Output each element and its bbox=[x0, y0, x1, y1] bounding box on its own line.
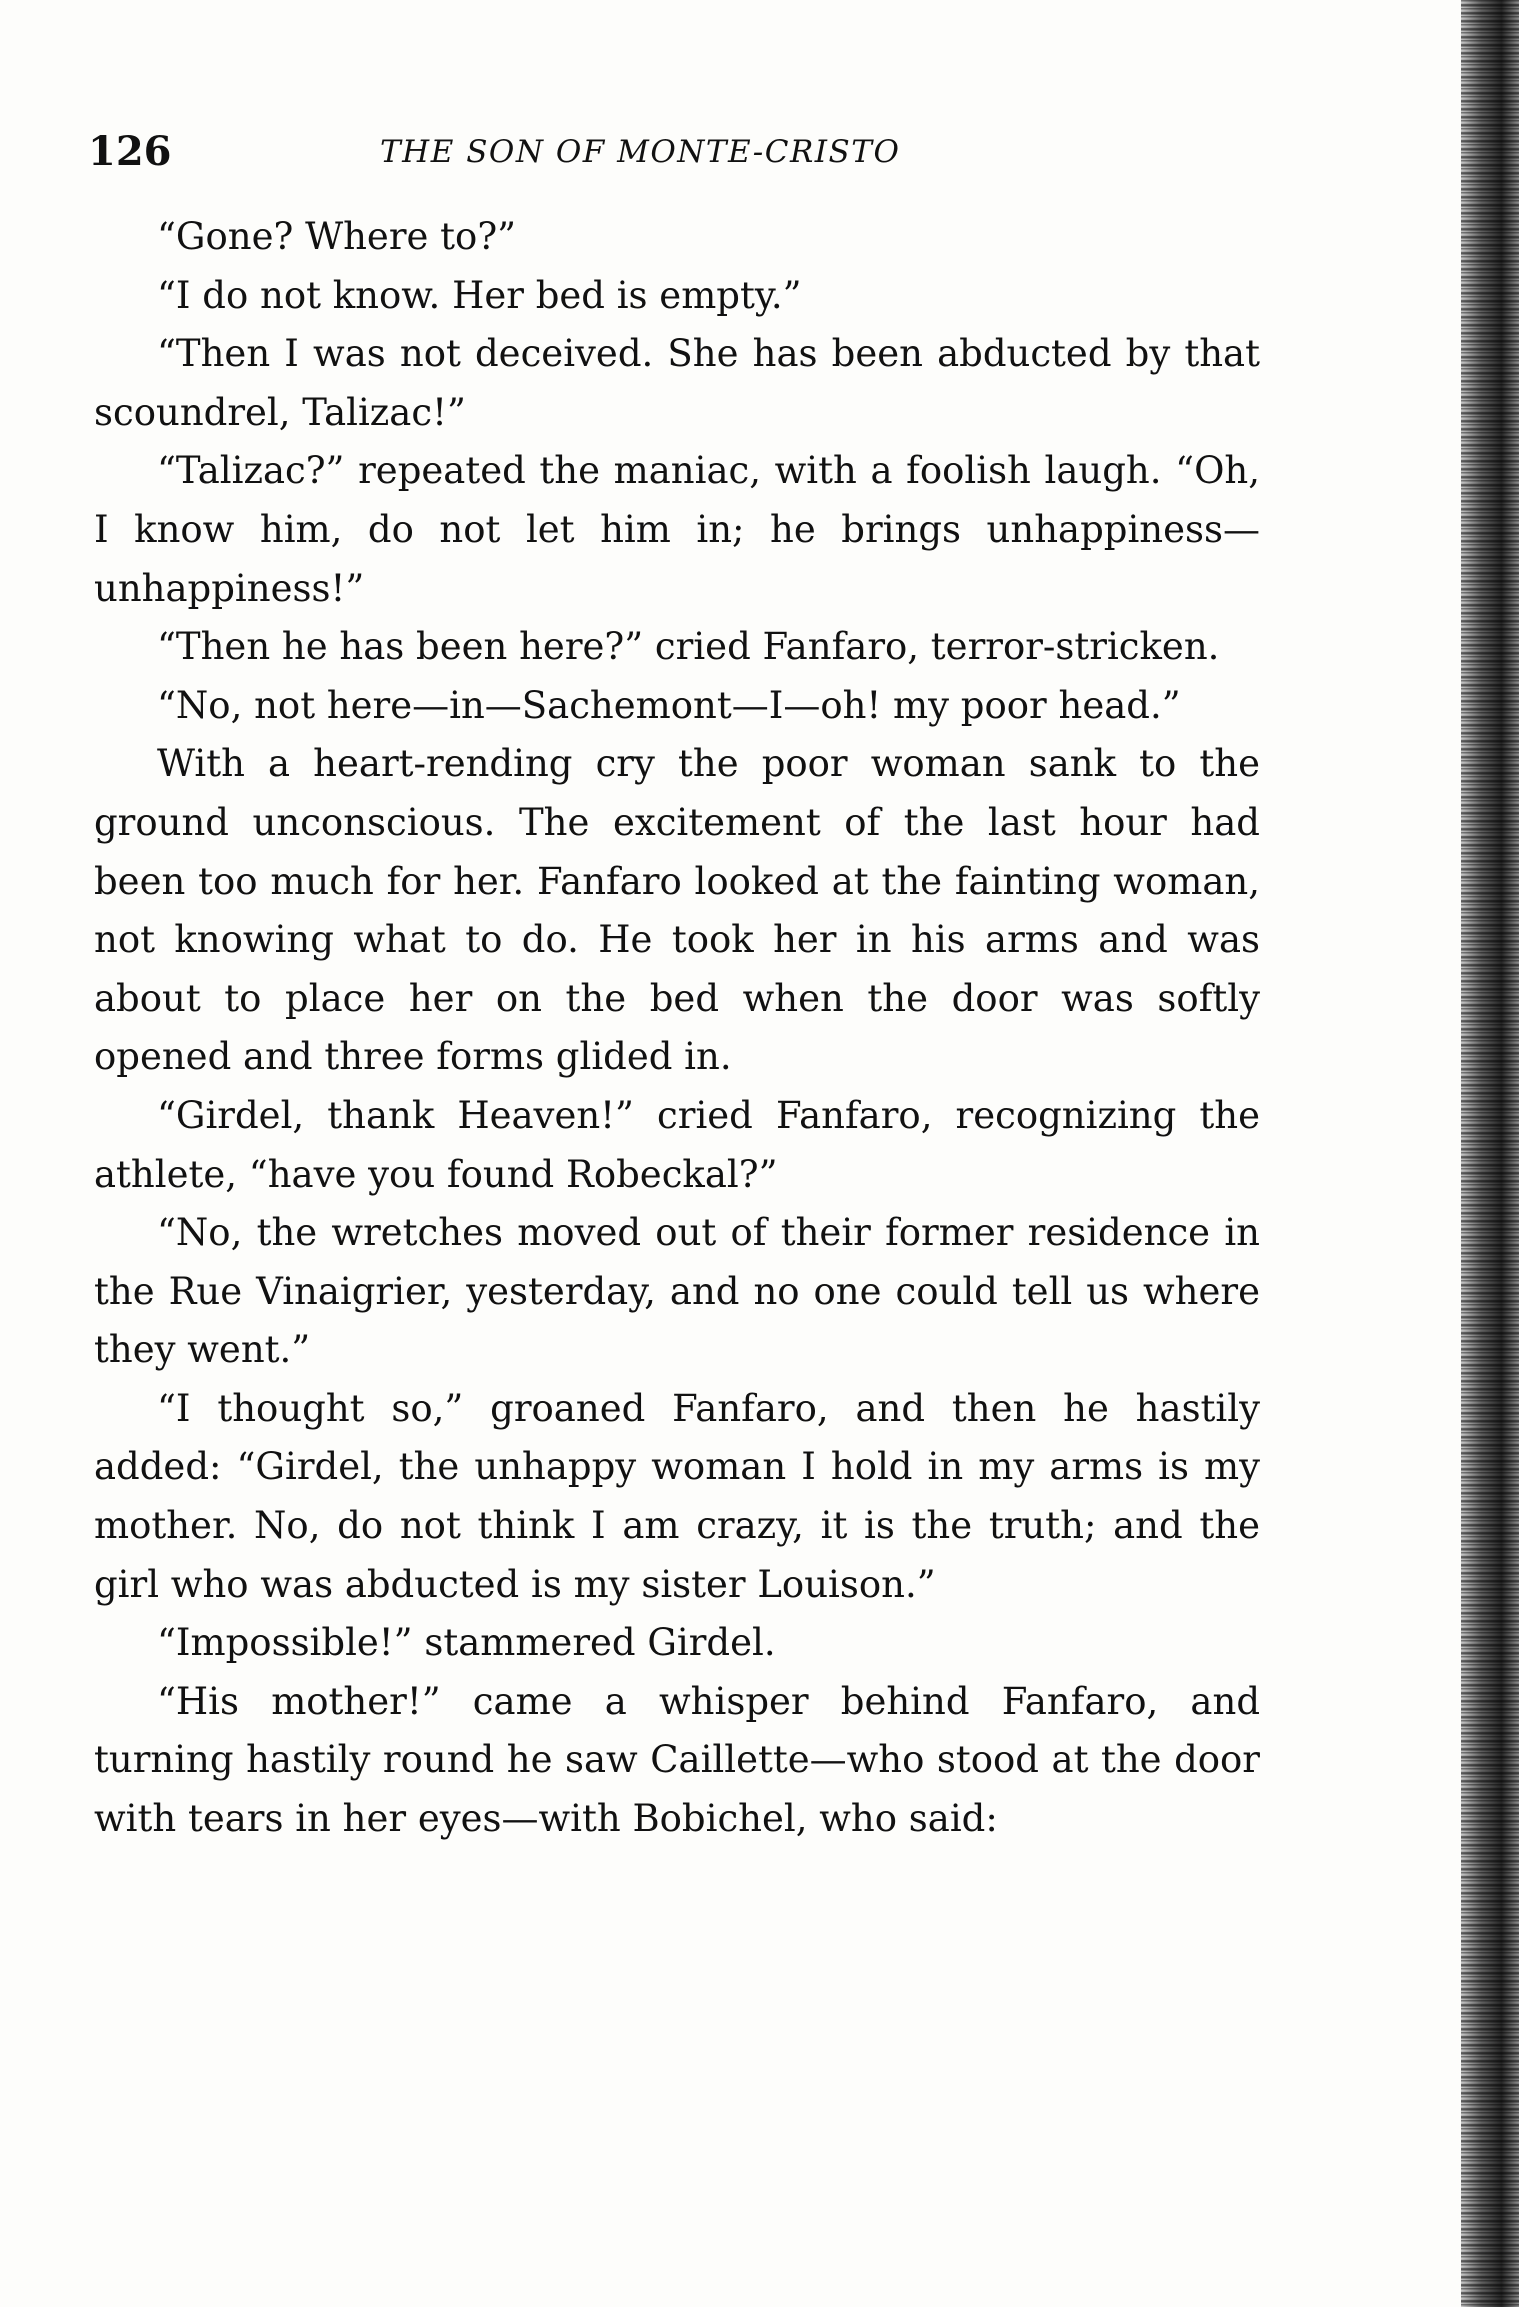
body-text bbox=[94, 208, 1260, 1849]
page-header bbox=[88, 128, 1268, 188]
paragraph: “I thought so,” groaned Fanfaro, and then he hastily added: “Girdel, the unhappy woman I hold in my arms is my mother. No, do not think I am crazy, it is the truth; and the girl who was abducted is my sister Louison.” bbox=[94, 1386, 1260, 1606]
paragraph: “Impossible!” stammered Girdel. bbox=[157, 1621, 776, 1665]
paragraph: “Talizac?” repeated the maniac, with a foolish laugh. “Oh, I know him, do not let him in; he brings unhappiness—unhappiness!” bbox=[94, 449, 1260, 610]
paragraph: “Girdel, thank Heaven!” cried Fanfaro, recognizing the athlete, “have you found Robeckal?” bbox=[94, 1093, 1260, 1196]
paragraph: “Then he has been here?” cried Fanfaro, terror-stricken. bbox=[157, 625, 1220, 669]
running-title: THE SON OF MONTE-CRISTO bbox=[380, 134, 901, 170]
paragraph: “No, not here—in—Sachemont—I—oh! my poor head.” bbox=[157, 683, 1181, 727]
paragraph: “Gone? Where to?” bbox=[157, 215, 517, 258]
page-number: 126 bbox=[88, 128, 172, 175]
paragraph: “No, the wretches moved out of their former residence in the Rue Vinaigrier, yesterday, and no one could tell us where they went.” bbox=[94, 1211, 1260, 1372]
paragraph: With a heart-rending cry the poor woman sank to the ground unconscious. The excitement of the last hour had been too much for her. Fanfaro looked at the fainting woman, not knowing what to do. He took her in his arms and was about to place her on the bed when the door was softly opened and three forms glided in. bbox=[94, 742, 1260, 1079]
paragraph: “I do not know. Her bed is empty.” bbox=[157, 273, 802, 317]
paragraph: “His mother!” came a whisper behind Fanfaro, and turning hastily round he saw Caillette—who stood at the door with tears in her eyes—with Bobichel, who said: bbox=[94, 1679, 1260, 1841]
page-edge-binding bbox=[1461, 0, 1519, 2307]
paragraph: “Then I was not deceived. She has been abducted by that scoundrel, Talizac!” bbox=[94, 332, 1260, 434]
